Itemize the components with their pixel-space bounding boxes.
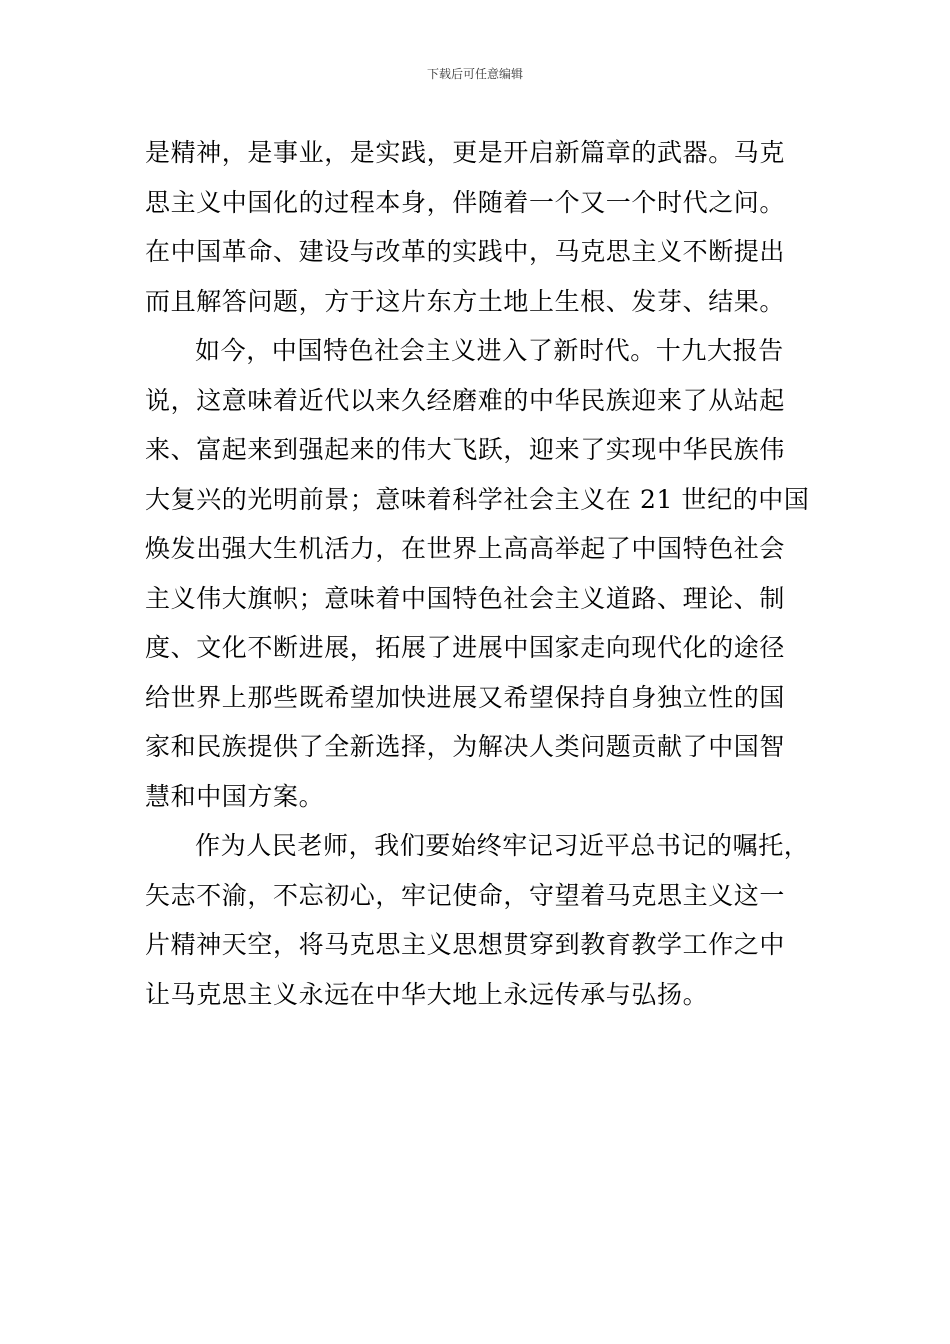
page-header: 下载后可任意编辑 — [426, 67, 523, 81]
paragraph-3-line-1: 作为人民老师，我们要始终牢记习近平总书记的嘱托， — [195, 831, 810, 860]
paragraph-1-line-1: 是精神，是事业，是实践，更是开启新篇章的武器。马克 — [145, 138, 786, 167]
paragraph-2-line-9: 家和民族提供了全新选择，为解决人类问题贡献了中国智 — [145, 732, 786, 761]
document-body — [145, 128, 810, 1019]
paragraph-3-line-2: 矢志不渝，不忘初心，牢记使命，守望着马克思主义这一 — [145, 880, 786, 910]
paragraph-2-line-2: 说，这意味着近代以来久经磨难的中华民族迎来了从站起 — [145, 385, 786, 415]
paragraph-2-line-7: 度、文化不断进展，拓展了进展中国家走向现代化的途径 — [145, 633, 786, 662]
paragraph-2-line-6: 主义伟大旗帜；意味着中国特色社会主义道路、理论、制 — [145, 583, 786, 613]
paragraph-2-line-5: 焕发出强大生机活力，在世界上高高举起了中国特色社会 — [145, 534, 786, 563]
paragraph-2-line-8: 给世界上那些既希望加快进展又希望保持自身独立性的国 — [145, 682, 786, 712]
paragraph-1-line-3: 在中国革命、建设与改革的实践中，马克思主义不断提出 — [145, 237, 786, 266]
paragraph-1-line-2: 思主义中国化的过程本身，伴随着一个又一个时代之问。 — [145, 187, 786, 217]
paragraph-2-line-4: 大复兴的光明前景；意味着科学社会主义在 21 世纪的中国 — [145, 484, 810, 514]
paragraph-2-line-10: 慧和中国方案。 — [145, 781, 325, 811]
paragraph-2-line-3: 来、富起来到强起来的伟大飞跃，迎来了实现中华民族伟 — [145, 435, 786, 464]
paragraph-3-line-3: 片精神天空，将马克思主义思想贯穿到教育教学工作之中 — [145, 930, 786, 959]
paragraph-2-line-1: 如今，中国特色社会主义进入了新时代。十九大报告 — [195, 336, 784, 365]
paragraph-1-line-4: 而且解答问题，方于这片东方土地上生根、发芽、结果。 — [145, 286, 786, 316]
paragraph-3-line-4: 让马克思主义永远在中华大地上永远传承与弘扬。 — [145, 979, 709, 1009]
